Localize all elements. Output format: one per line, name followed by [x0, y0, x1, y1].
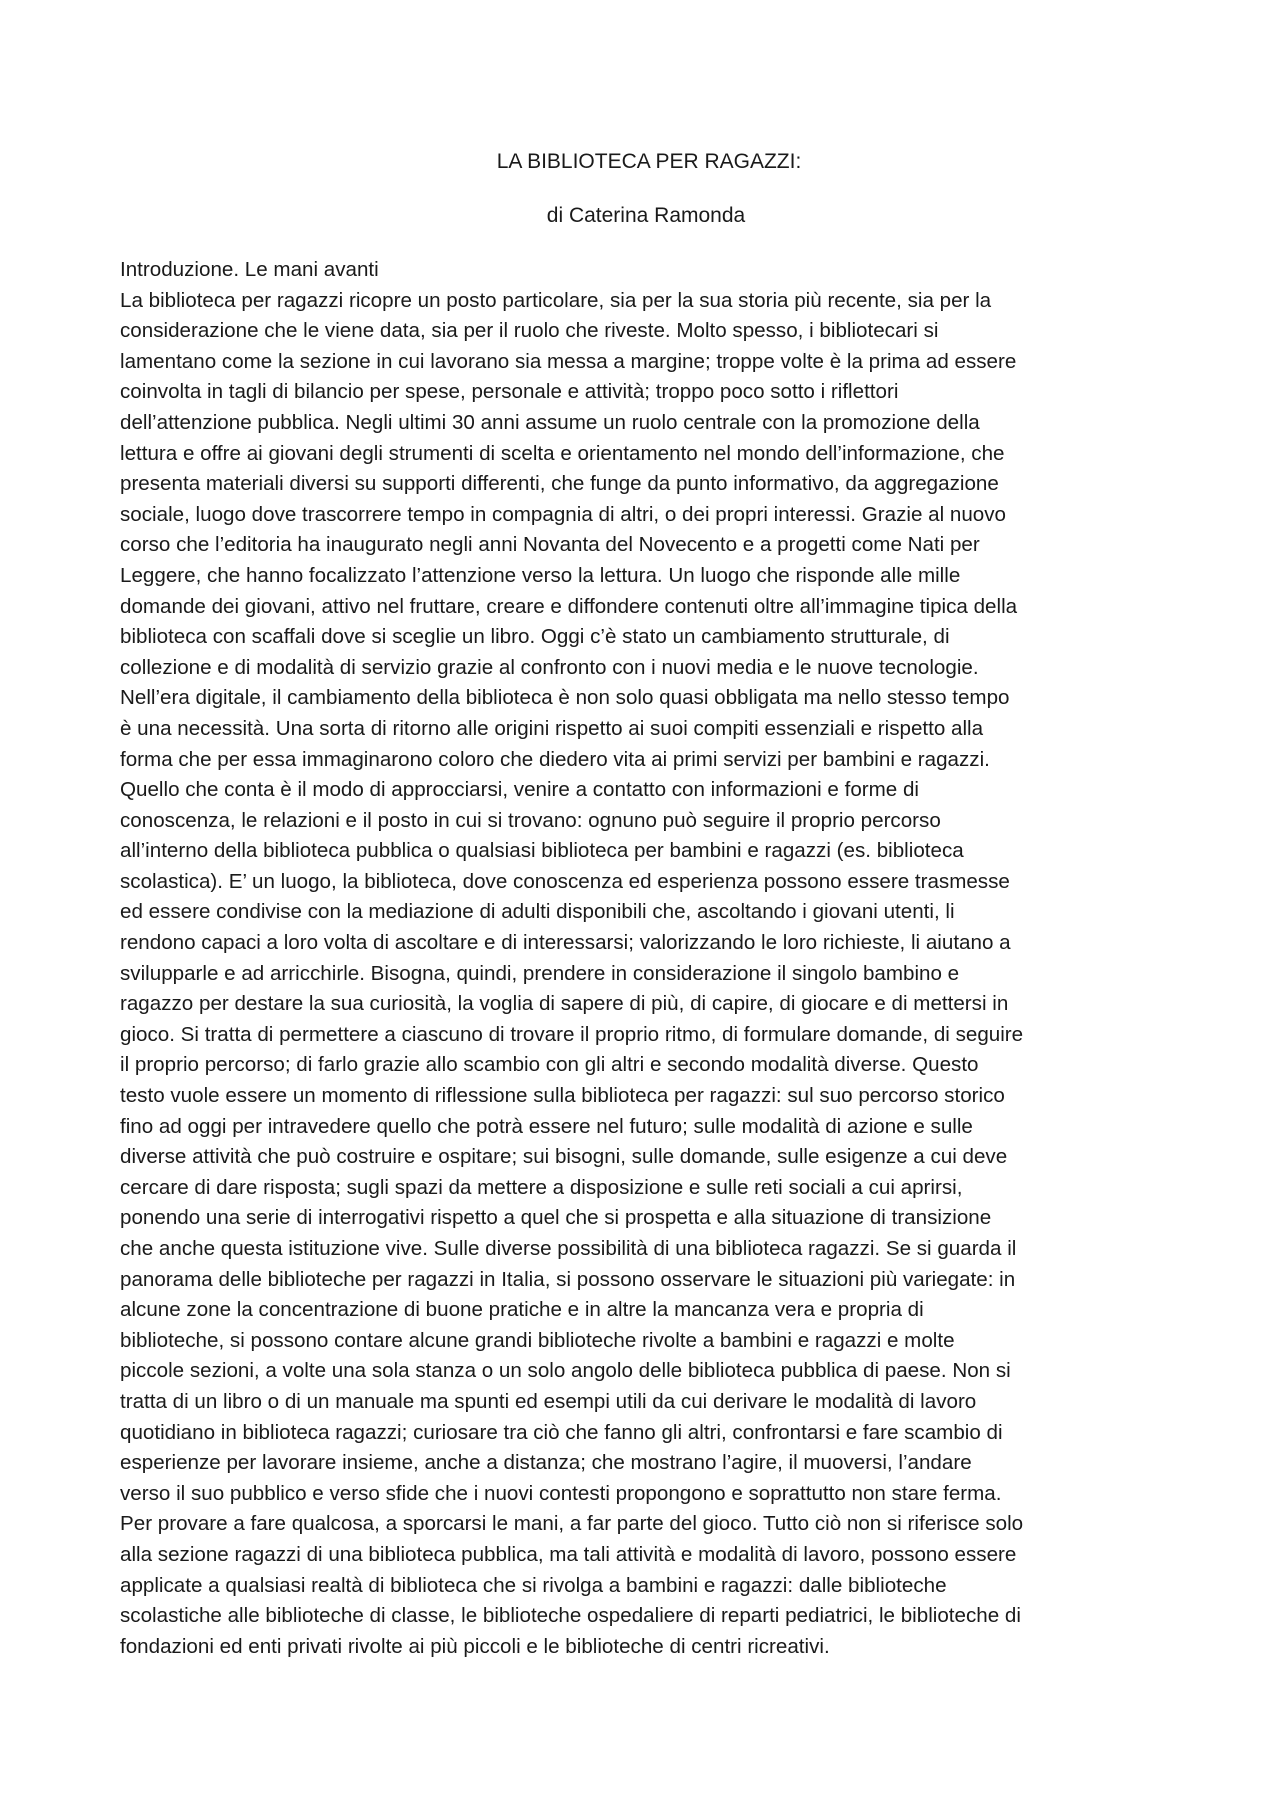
body-line: diverse attività che può costruire e ospitare; sui bisogni, sulle domande, sulle esigenze a cui deve	[120, 1145, 1008, 1169]
body-line: sociale, luogo dove trascorrere tempo in compagnia di altri, o dei propri interessi. Grazie al nuovo	[120, 502, 1006, 526]
section-heading: Introduzione. Le mani avanti	[120, 258, 379, 281]
body-line: verso il suo pubblico e verso sfide che i nuovi contesti propongono e soprattutto non stare ferma.	[120, 1481, 1002, 1505]
body-line: è una necessità. Una sorta di ritorno alle origini rispetto ai suoi compiti essenziali e rispetto alla	[120, 716, 984, 740]
document-author-text: di Caterina Ramonda	[546, 204, 746, 227]
body-line: fondazioni ed enti privati rivolte ai più piccoli e le biblioteche di centri ricreativi.	[120, 1634, 830, 1658]
body-line: alla sezione ragazzi di una biblioteca pubblica, ma tali attività e modalità di lavoro, possono essere	[120, 1542, 1017, 1566]
body-line: all’interno della biblioteca pubblica o qualsiasi biblioteca per bambini e ragazzi (es. biblioteca	[120, 839, 964, 863]
body-line: Nell’era digitale, il cambiamento della biblioteca è non solo quasi obbligata ma nello stesso tempo	[120, 686, 1010, 710]
body-line: Per provare a fare qualcosa, a sporcarsi le mani, a far parte del gioco. Tutto ciò non si riferisce solo	[120, 1512, 1024, 1536]
body-line: Quello che conta è il modo di approcciarsi, venire a contatto con informazioni e forme di	[120, 778, 919, 802]
body-line: quotidiano in biblioteca ragazzi; curiosare tra ciò che fanno gli altri, confrontarsi e fare scambio di	[120, 1420, 1003, 1444]
document-title-text: LA BIBLIOTECA PER RAGAZZI:	[496, 150, 802, 173]
body-line: che anche questa istituzione vive. Sulle diverse possibilità di una biblioteca ragazzi. Se si guarda il	[120, 1237, 1017, 1260]
document-body	[120, 255, 1170, 1662]
body-line: conoscenza, le relazioni e il posto in cui si trovano: ognuno può seguire il proprio percorso	[120, 808, 941, 832]
body-line: La biblioteca per ragazzi ricopre un posto particolare, sia per la sua storia più recente, sia per la	[120, 288, 992, 312]
body-line: corso che l’editoria ha inaugurato negli anni Novanta del Novecento e a progetti come Nati per	[120, 533, 980, 557]
body-line: alcune zone la concentrazione di buone pratiche e in altre la mancanza vera e propria di	[120, 1298, 924, 1322]
body-line: fino ad oggi per intravedere quello che potrà essere nel futuro; sulle modalità di azione e sulle	[120, 1114, 973, 1138]
body-line: panorama delle biblioteche per ragazzi in Italia, si possono osservare le situazioni più variegate: in	[120, 1267, 1016, 1291]
document-title	[0, 150, 1280, 174]
body-line: coinvolta in tagli di bilancio per spese, personale e attività; troppo poco sotto i riflettori	[120, 380, 899, 404]
body-line: il proprio percorso; di farlo grazie allo scambio con gli altri e secondo modalità diverse. Questo	[120, 1053, 979, 1077]
body-line: ragazzo per destare la sua curiosità, la voglia di sapere di più, di capire, di giocare e di mettersi in	[120, 992, 1009, 1016]
body-line: domande dei giovani, attivo nel fruttare, creare e diffondere contenuti oltre all’immagine tipica della	[120, 594, 1018, 618]
body-line: ed essere condivise con la mediazione di adulti disponibili che, ascoltando i giovani utenti, li	[120, 900, 955, 924]
body-line: rendono capaci a loro volta di ascoltare e di interessarsi; valorizzando le loro richieste, li aiutano a	[120, 931, 1011, 955]
body-line: Leggere, che hanno focalizzato l’attenzione verso la lettura. Un luogo che risponde alle mille	[120, 563, 961, 587]
body-line: scolastiche alle biblioteche di classe, le biblioteche ospedaliere di reparti pediatrici, le biblioteche di	[120, 1604, 1021, 1628]
body-line: tratta di un libro o di un manuale ma spunti ed esempi utili da cui derivare le modalità di lavoro	[120, 1389, 977, 1413]
body-line: lettura e offre ai giovani degli strumenti di scelta e orientamento nel mondo dell’informazione, che	[120, 441, 1005, 465]
body-line: forma che per essa immaginarono coloro che diedero vita ai primi servizi per bambini e ragazzi.	[120, 747, 990, 771]
body-line: lamentano come la sezione in cui lavorano sia messa a margine; troppe volte è la prima ad essere	[120, 349, 1017, 373]
body-line: gioco. Si tratta di permettere a ciascuno di trovare il proprio ritmo, di formulare domande, di seguire	[120, 1022, 1024, 1046]
body-line: biblioteca con scaffali dove si sceglie un libro. Oggi c’è stato un cambiamento strutturale, di	[120, 625, 950, 649]
body-line: considerazione che le viene data, sia per il ruolo che riveste. Molto spesso, i bibliotecari si	[120, 319, 939, 343]
body-line: applicate a qualsiasi realtà di biblioteca che si rivolga a bambini e ragazzi: dalle biblioteche	[120, 1573, 947, 1597]
body-line: collezione e di modalità di servizio grazie al confronto con i nuovi media e le nuove tecnologie.	[120, 655, 979, 679]
body-line: svilupparle e ad arricchirle. Bisogna, quindi, prendere in considerazione il singolo bambino e	[120, 961, 960, 985]
document-author	[0, 204, 1280, 228]
body-line: esperienze per lavorare insieme, anche a distanza; che mostrano l’agire, il muoversi, l’andare	[120, 1451, 972, 1475]
body-line: cercare di dare risposta; sugli spazi da mettere a disposizione e sulle reti sociali a cui aprirsi,	[120, 1175, 963, 1199]
body-line: scolastica). E’ un luogo, la biblioteca, dove conoscenza ed esperienza possono essere trasmesse	[120, 869, 1010, 893]
body-line: dell’attenzione pubblica. Negli ultimi 30 anni assume un ruolo centrale con la promozione della	[120, 410, 980, 434]
body-line: piccole sezioni, a volte una sola stanza o un solo angolo delle biblioteca pubblica di paese. Non si	[120, 1359, 1011, 1383]
body-line: testo vuole essere un momento di riflessione sulla biblioteca per ragazzi: sul suo percorso storico	[120, 1084, 1005, 1108]
body-line: ponendo una serie di interrogativi rispetto a quel che si prospetta e alla situazione di transizione	[120, 1206, 992, 1230]
body-line: biblioteche, si possono contare alcune grandi biblioteche rivolte a bambini e ragazzi e molte	[120, 1328, 955, 1352]
body-line: presenta materiali diversi su supporti differenti, che funge da punto informativo, da aggregazione	[120, 472, 999, 496]
